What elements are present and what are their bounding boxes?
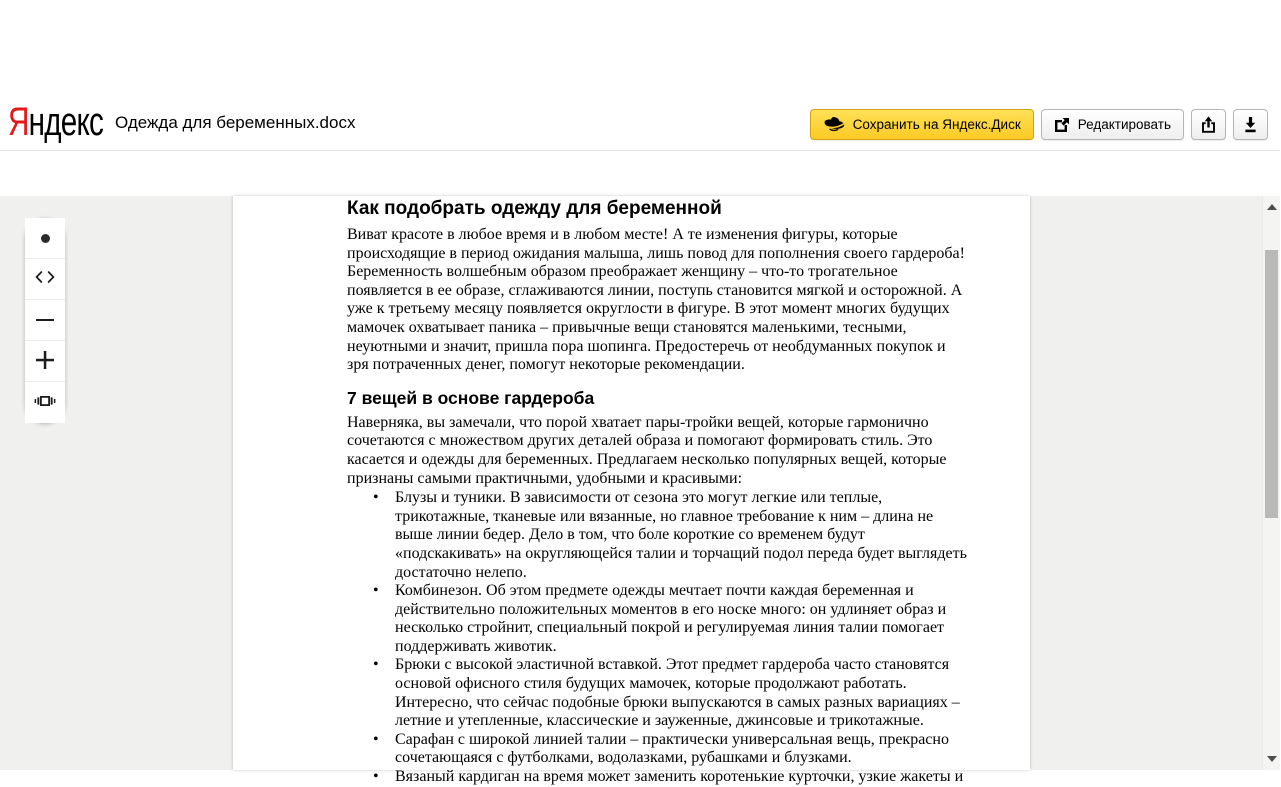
save-button-label: Сохранить на Яндекс.Диск <box>852 117 1021 132</box>
scroll-down-arrow[interactable] <box>1263 752 1281 766</box>
document-filename: Одежда для беременных.docx <box>115 113 356 132</box>
scroll-down-icon <box>1267 756 1277 762</box>
prev-page-icon[interactable] <box>35 270 43 288</box>
share-upload-icon <box>1201 116 1216 133</box>
page-nav-cell <box>25 259 65 300</box>
subheader-strip <box>0 152 1280 196</box>
zoom-in-button[interactable] <box>25 341 65 382</box>
zoom-in-icon <box>36 351 54 372</box>
list-item: • Сарафан с широкой линией талии – практически универсальная вещь, прекрасно сочетающаяся с футболками, водолазками, рубашками и блузками. <box>347 731 967 768</box>
doc-bullet-list <box>347 489 967 787</box>
logo-letters-rest: ндекс <box>28 100 104 144</box>
doc-heading-2: 7 вещей в основе гардероба <box>347 387 595 408</box>
list-item: • Блузы и туники. В зависимости от сезона это могут легкие или теплые, трикотажные, тканевые или вязанные, но главное требование к ним – длина не выше линии бедер. Дело в том, что боле короткие со временем будут «подскакивать» на округляющейся талии и торчащий подол переда будет выглядеть достаточно нелепо. <box>347 489 967 582</box>
logo-letter-ya: Я <box>8 100 29 144</box>
doc-paragraph-2: Наверняка, вы замечали, что порой хватает пары-тройки вещей, которые гармонично сочетаются с множеством других деталей образа и помогают формировать стиль. Это касается и одежды для беременных. Предлагаем несколько популярных вещей, которые признаны самыми практичными, удобными и красивыми: <box>347 413 947 487</box>
edit-button-label: Редактировать <box>1077 117 1171 132</box>
doc-paragraph-1: Виват красоте в любое время и в любом месте! А те изменения фигуры, которые происходящие в период ожидания малыша, лишь повод для пополнения своего гардероба! Беременность волшебным образом преображает женщину – что-то трогательное появляется в ее образе, сглаживаются линии, поступь становится мягкой и осторожной. А уже к третьему месяцу появляется округлости в фигуре. В этот момент многих будущих мамочек охватывает паника – привычные вещи становятся маленькими, тесными, неуютными и значит, пришла пора шопинга. Предостеречь от необдуманных покупок и зря потраченных денег, помогут некоторые рекомендации. <box>347 226 965 374</box>
share-button[interactable] <box>1191 109 1226 140</box>
fit-width-button[interactable] <box>25 382 65 423</box>
marker-button[interactable] <box>25 218 65 259</box>
list-item: • Вязаный кардиган на время может заменить коротенькие курточки, узкие жакеты и <box>347 768 967 787</box>
save-to-yandex-disk-button[interactable] <box>810 109 1034 140</box>
next-page-icon[interactable] <box>47 270 55 288</box>
document-page <box>233 196 1030 786</box>
yandex-logo[interactable] <box>8 100 103 145</box>
list-item: • Брюки с высокой эластичной вставкой. Этот предмет гардероба часто становятся основой офисного стиля будущих мамочек, которые продолжают работать. Интересно, что сейчас подобные брюки выпускаются в самых разных вариациях – летние и утепленные, классические и зауженные, джинсовые и трикотажные. <box>347 656 967 730</box>
header <box>0 0 1280 151</box>
doc-heading-1: Как подобрать одежду для беременной <box>347 198 722 219</box>
scroll-up-icon <box>1267 204 1277 210</box>
edit-button[interactable] <box>1041 109 1184 140</box>
zoom-out-button[interactable] <box>25 300 65 341</box>
viewer-area <box>0 196 1280 786</box>
zoom-out-icon <box>36 319 54 322</box>
edit-square-icon <box>1054 117 1070 133</box>
scrollbar-track[interactable] <box>1262 196 1280 770</box>
dot-marker-icon <box>41 234 50 243</box>
download-button[interactable] <box>1233 109 1268 140</box>
viewer-toolbar <box>25 218 65 423</box>
list-item: • Комбинезон. Об этом предмете одежды мечтает почти каждая беременная и действительно положительных моментов в его носке много: он удлиняет образ и несколько стройнит, специальный покрой и регулируемая линия талии помогает поддерживать животик. <box>347 582 967 656</box>
download-arrow-icon <box>1243 116 1258 133</box>
header-actions <box>810 109 1268 140</box>
fit-width-icon <box>34 393 56 412</box>
scroll-thumb[interactable] <box>1265 250 1278 518</box>
yandex-disk-saucer-icon <box>823 117 845 132</box>
scroll-up-arrow[interactable] <box>1263 200 1281 214</box>
